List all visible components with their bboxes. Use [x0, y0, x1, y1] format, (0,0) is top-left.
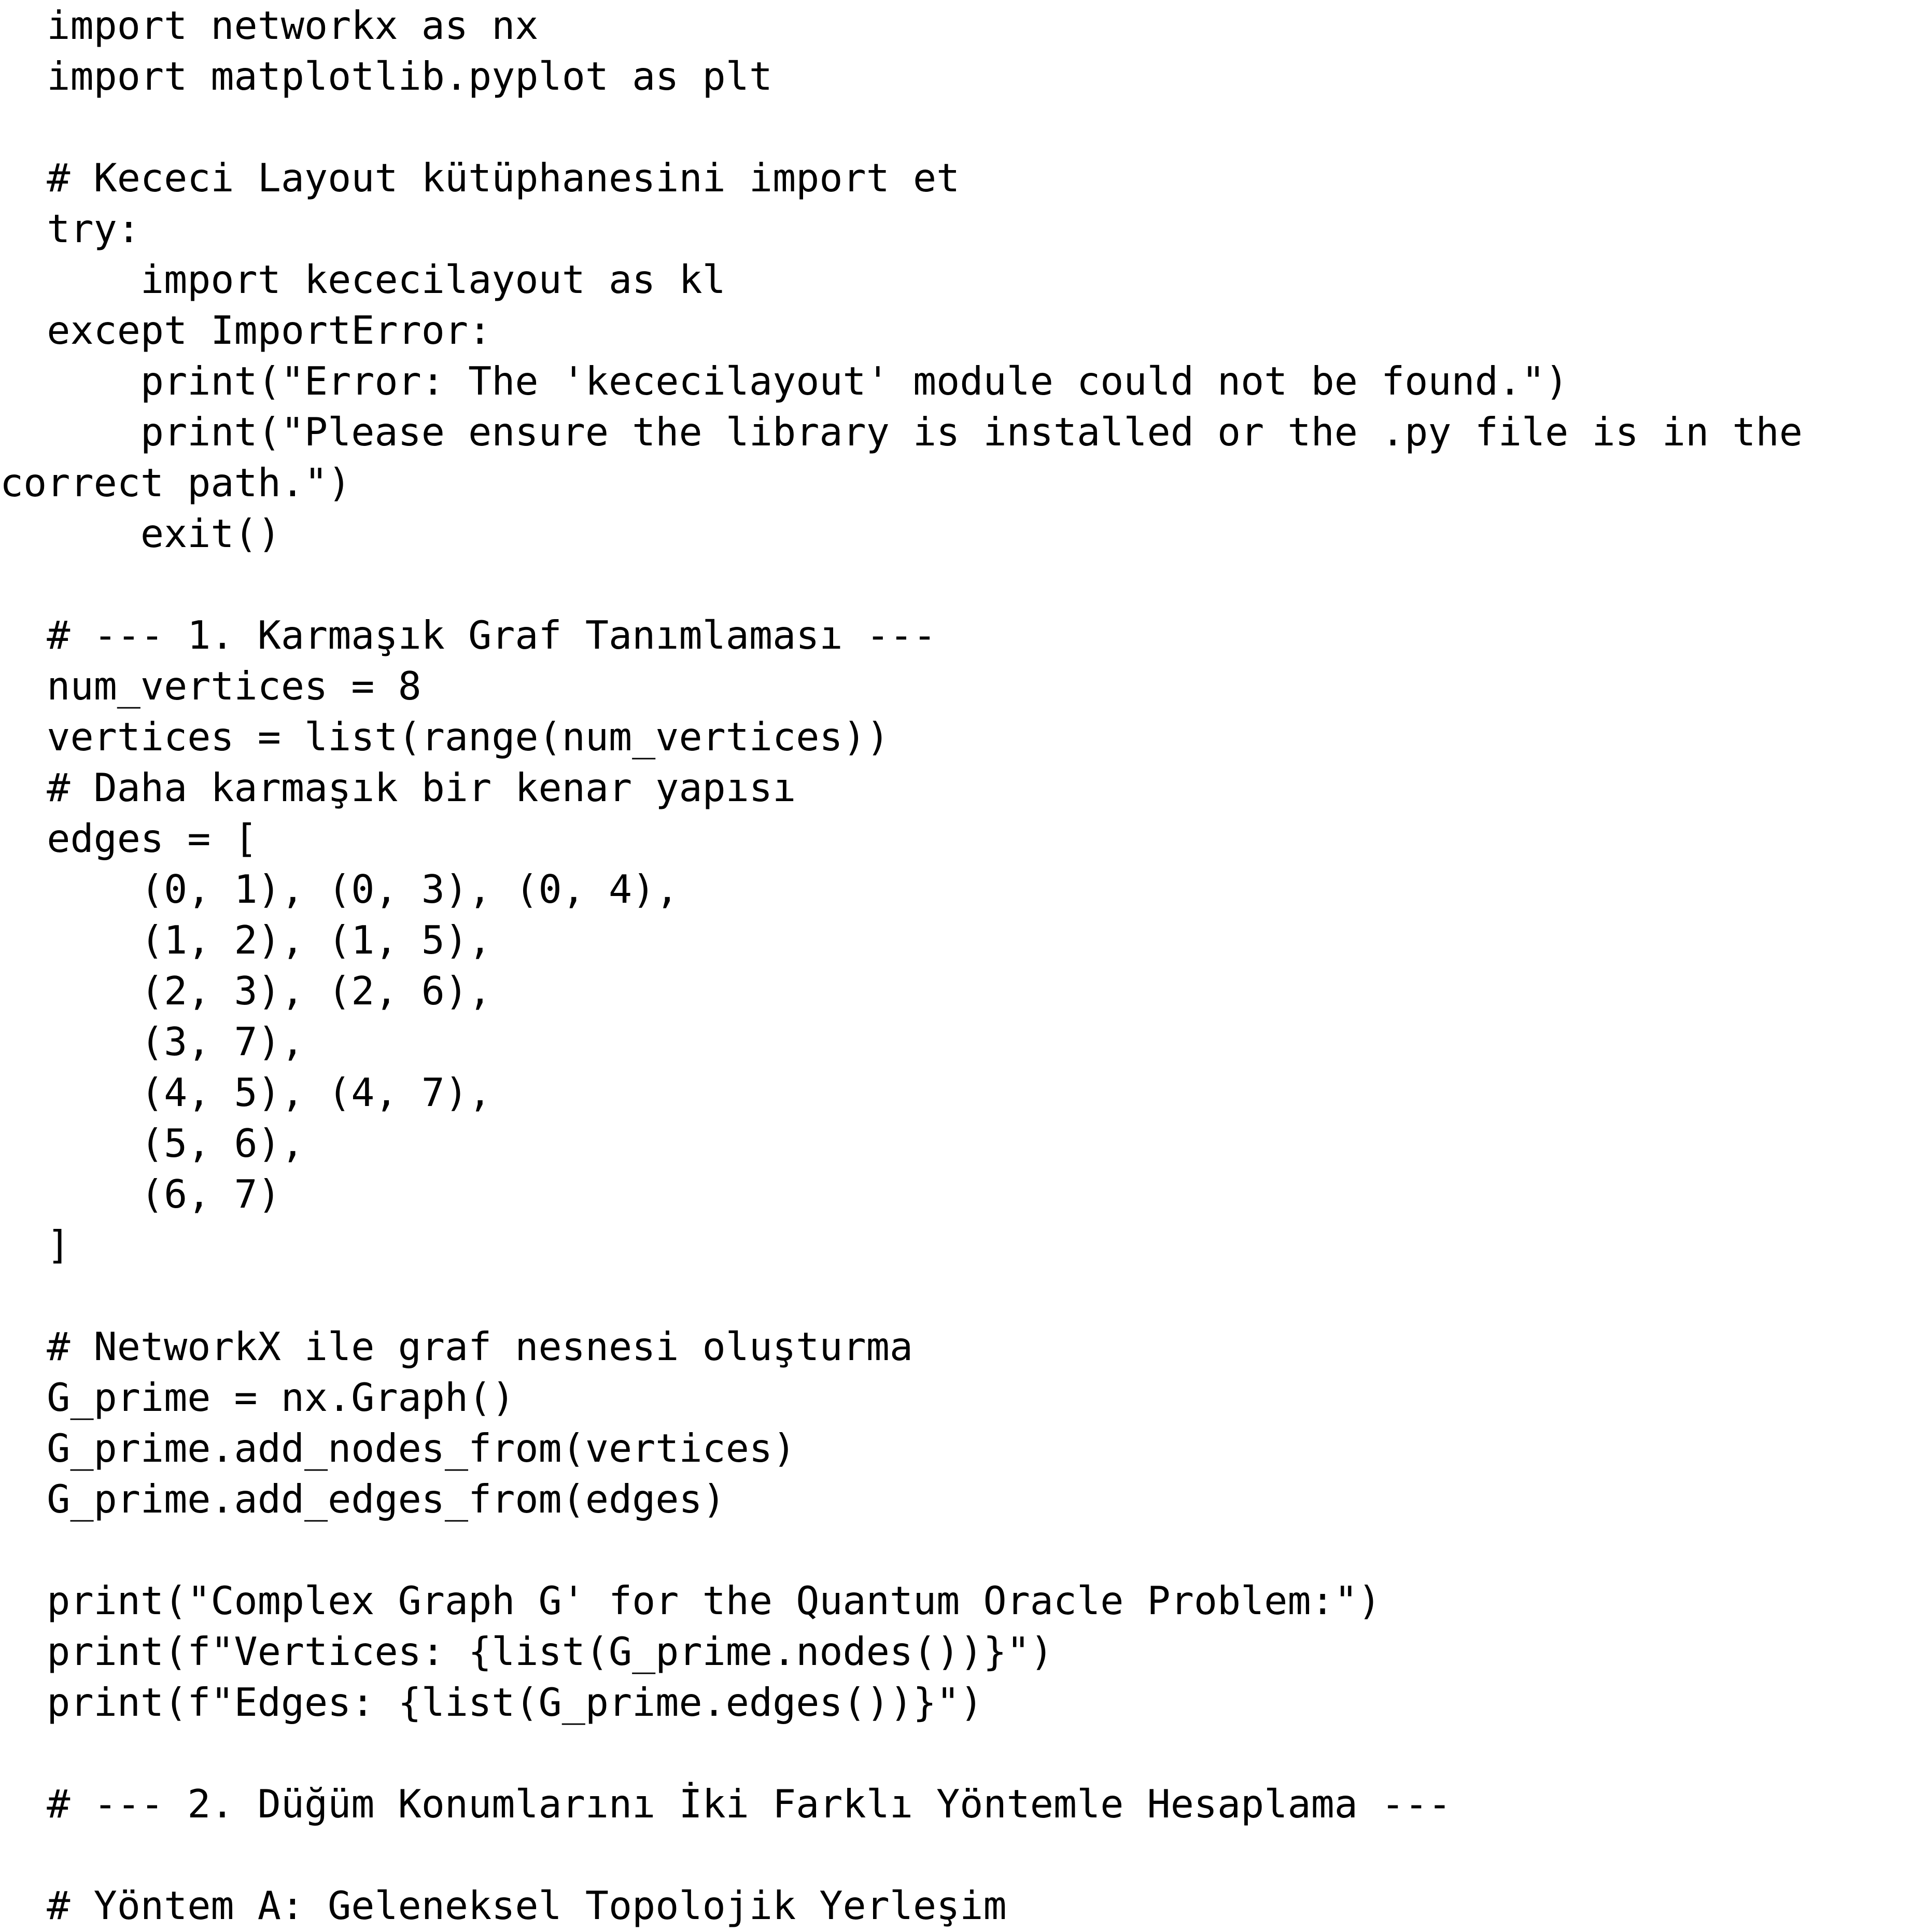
code-line: G_prime.add_nodes_from(vertices)	[0, 1425, 796, 1471]
code-comment: # --- 1. Karmaşık Graf Tanımlaması ---	[0, 612, 937, 658]
code-line: (2, 3), (2, 6),	[0, 968, 492, 1014]
code-line: (5, 6),	[0, 1121, 304, 1166]
code-line: G_prime.add_edges_from(edges)	[0, 1476, 726, 1522]
blank-line	[0, 102, 1926, 152]
blank-line	[0, 1270, 1926, 1321]
code-line: num_vertices = 8	[0, 663, 421, 709]
code-line: (3, 7),	[0, 1019, 304, 1065]
code-line: (4, 5), (4, 7),	[0, 1070, 492, 1115]
code-line: print(f"Vertices: {list(G_prime.nodes())}")	[0, 1629, 1053, 1674]
blank-line	[0, 1728, 1926, 1779]
code-line: (0, 1), (0, 3), (0, 4),	[0, 866, 679, 912]
code-line: import kececilayout as kl	[0, 257, 726, 302]
code-line: exit()	[0, 511, 281, 556]
code-line-wrapped: correct path.")	[0, 460, 352, 506]
blank-line	[0, 559, 1926, 610]
blank-line	[0, 1829, 1926, 1880]
code-line: import matplotlib.pyplot as plt	[0, 53, 773, 99]
code-line: ]	[0, 1222, 71, 1268]
code-line: print("Complex Graph G' for the Quantum Oracle Problem:")	[0, 1578, 1382, 1623]
code-line: G_prime = nx.Graph()	[0, 1375, 515, 1420]
code-comment: # Yöntem A: Geleneksel Topolojik Yerleşim	[0, 1883, 1007, 1928]
code-line: print("Please ensure the library is installed or the .py file is in the	[0, 409, 1803, 455]
code-line: except ImportError:	[0, 307, 492, 353]
code-comment: # --- 2. Düğüm Konumlarını İki Farklı Yöntemle Hesaplama ---	[0, 1781, 1452, 1827]
code-line: (6, 7)	[0, 1171, 281, 1217]
code-comment: # Daha karmaşık bir kenar yapısı	[0, 765, 796, 810]
code-line: print(f"Edges: {list(G_prime.edges())}")	[0, 1679, 983, 1725]
code-line: print("Error: The 'kececilayout' module could not be found.")	[0, 358, 1569, 404]
blank-line	[0, 1524, 1926, 1575]
code-line: (1, 2), (1, 5),	[0, 917, 492, 963]
code-line: try:	[0, 206, 140, 251]
code-line: vertices = list(range(num_vertices))	[0, 714, 890, 760]
code-comment: # NetworkX ile graf nesnesi oluşturma	[0, 1324, 913, 1369]
code-line: import networkx as nx	[0, 3, 539, 48]
code-line: edges = [	[0, 816, 258, 861]
code-comment: # Kececi Layout kütüphanesini import et	[0, 155, 960, 201]
